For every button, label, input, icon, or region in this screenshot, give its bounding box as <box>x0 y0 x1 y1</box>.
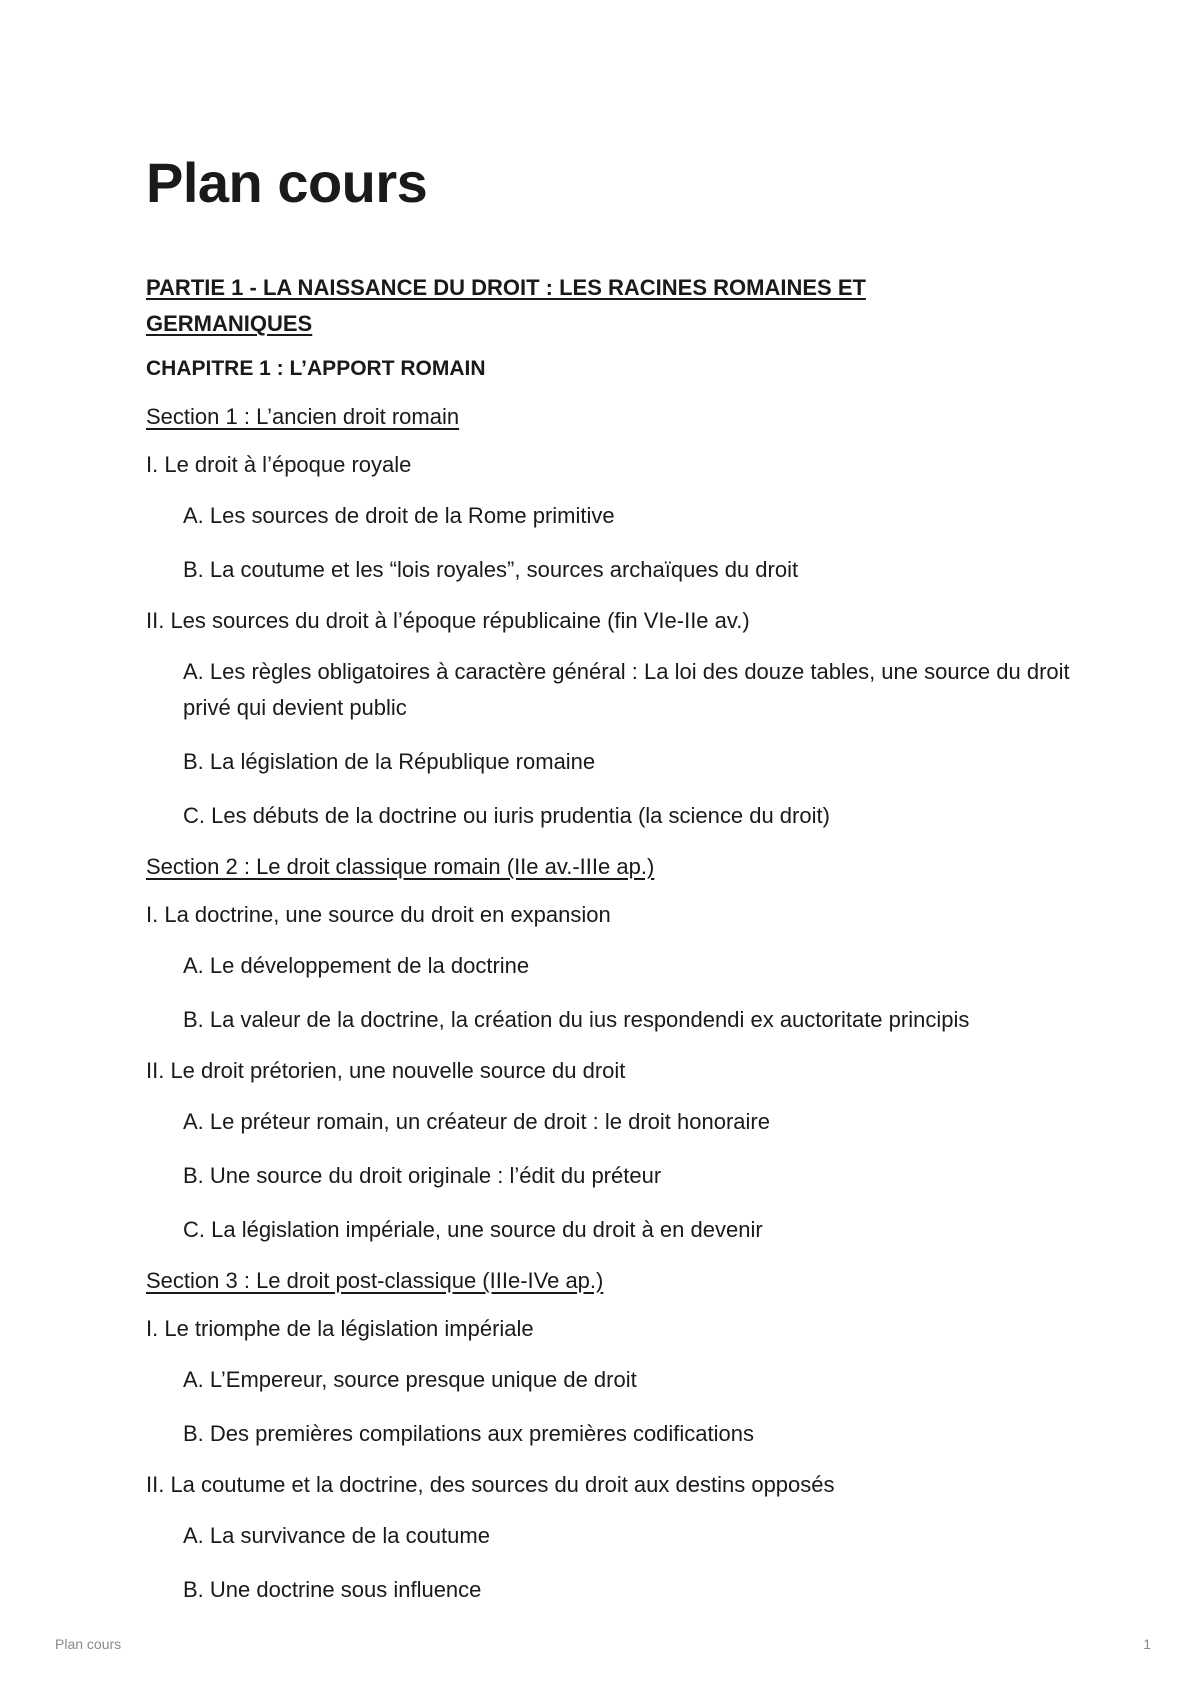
chapitre-heading: CHAPITRE 1 : L’APPORT ROMAIN <box>146 357 486 380</box>
outline-item-level2: A. Les sources de droit de la Rome primitive <box>183 503 615 528</box>
partie-heading: PARTIE 1 - LA NAISSANCE DU DROIT : LES RACINES ROMAINES ET GERMANIQUES <box>146 275 866 336</box>
outline-item-level2: B. La législation de la République romaine <box>183 749 596 774</box>
section-heading: Section 3 : Le droit post-classique (IIIe-IVe ap.) <box>146 1268 604 1293</box>
page-content <box>146 148 1076 1608</box>
outline-item-level2: B. La coutume et les “lois royales”, sources archaïques du droit <box>183 557 799 582</box>
outline-item-level2: C. Les débuts de la doctrine ou iuris prudentia (la science du droit) <box>183 803 830 828</box>
outline-item-level2: A. La survivance de la coutume <box>183 1523 490 1548</box>
page-title: Plan cours <box>146 151 428 214</box>
outline-item-level2: A. Le préteur romain, un créateur de droit : le droit honoraire <box>183 1109 770 1134</box>
outline-item-level2: B. Une doctrine sous influence <box>183 1577 482 1602</box>
outline-item-level1: I. La doctrine, une source du droit en expansion <box>146 902 611 927</box>
outline-item-level2: C. La législation impériale, une source du droit à en devenir <box>183 1217 763 1242</box>
outline-item-level2: B. Une source du droit originale : l’édit du préteur <box>183 1163 662 1188</box>
outline-item-level1: I. Le triomphe de la législation impériale <box>146 1316 534 1341</box>
footer-title: Plan cours <box>55 1636 122 1652</box>
outline-item-level2: A. Le développement de la doctrine <box>183 953 530 978</box>
footer-page-number: 1 <box>1143 1636 1151 1652</box>
outline-item-level2: B. La valeur de la doctrine, la création du ius respondendi ex auctoritate principis <box>183 1007 970 1032</box>
section-heading: Section 1 : L’ancien droit romain <box>146 404 460 429</box>
outline <box>146 402 1076 1608</box>
outline-item-level1: II. Le droit prétorien, une nouvelle source du droit <box>146 1058 626 1083</box>
outline-item-level2: A. Les règles obligatoires à caractère général : La loi des douze tables, une source du droit privé qui devient public <box>183 659 1070 720</box>
outline-item-level2: A. L’Empereur, source presque unique de droit <box>183 1367 637 1392</box>
outline-item-level1: I. Le droit à l’époque royale <box>146 452 412 477</box>
outline-item-level1: II. La coutume et la doctrine, des sources du droit aux destins opposés <box>146 1472 835 1497</box>
outline-item-level1: II. Les sources du droit à l’époque républicaine (fin VIe-IIe av.) <box>146 608 750 633</box>
outline-item-level2: B. Des premières compilations aux premières codifications <box>183 1421 755 1446</box>
section-heading: Section 2 : Le droit classique romain (IIe av.-IIIe ap.) <box>146 854 655 879</box>
